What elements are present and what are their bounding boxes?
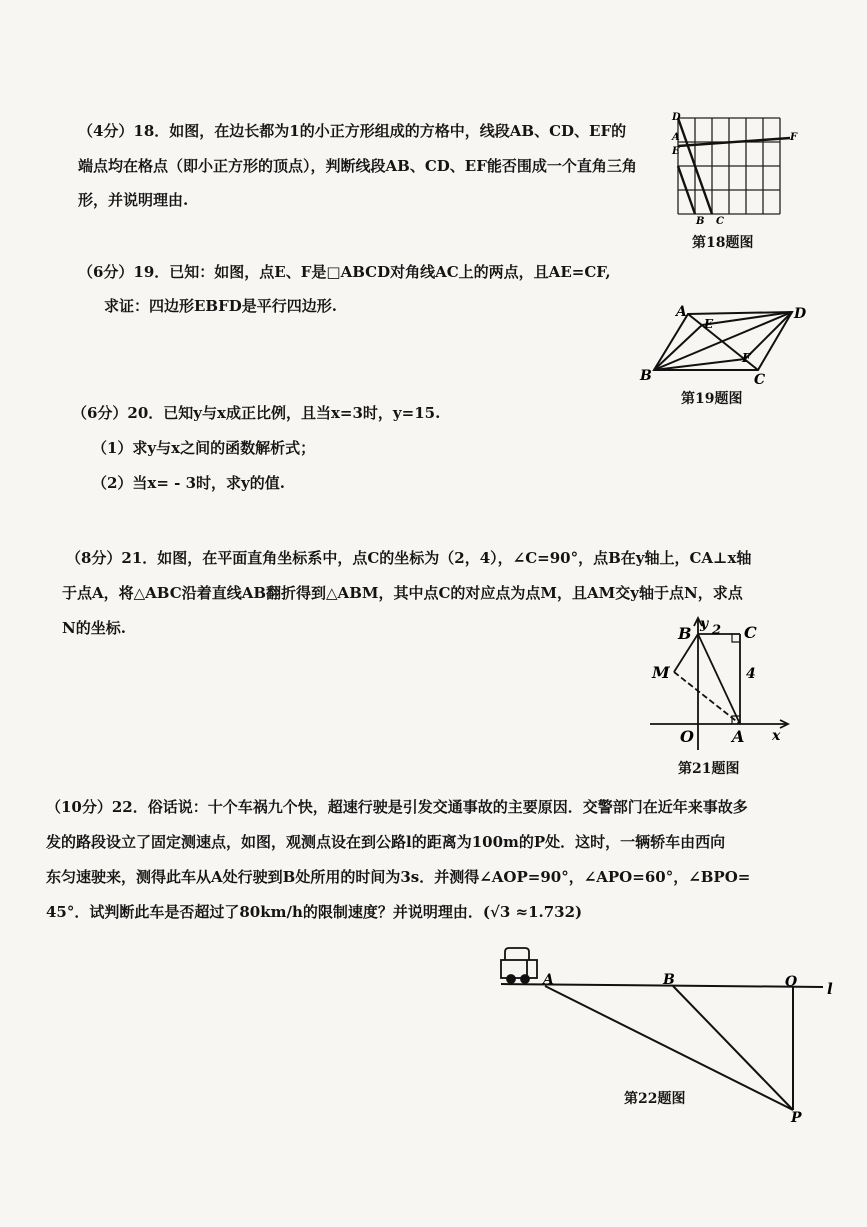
q19-label-a: A (676, 304, 687, 320)
q19-label-f: F (742, 351, 751, 365)
q22-label-a: A (543, 972, 554, 988)
q18-label-a: A (672, 132, 680, 143)
q18-grid-figure (660, 108, 800, 228)
q18-label-c: C (716, 216, 724, 227)
q18-line2: 端点均在格点（即小正方形的顶点），判断线段AB、CD、EF能否围成一个直角三角 (78, 157, 637, 175)
q21-label-2: 2 (712, 623, 722, 638)
q18-line3: 形，并说明理由. (78, 191, 189, 209)
q18-line1: （4分）18．如图，在边长都为1的小正方形组成的方格中，线段AB、CD、EF的 (78, 122, 627, 140)
q18-label-d: D (672, 112, 681, 123)
q22-label-p: P (791, 1110, 802, 1126)
q20-line3: （2）当x= - 3时，求y的值. (92, 474, 285, 492)
q21-label-c: C (744, 623, 757, 642)
q19-parallelogram-figure (630, 300, 820, 390)
q21-coordinate-figure (640, 612, 810, 757)
q22-label-l: l (827, 980, 833, 998)
q22-line2: 发的路段设立了固定测速点，如图，观测点设在到公路l的距离为100m的P处．这时，一辆轿车由西向 (46, 833, 726, 851)
q22-line1: （10分）22．俗话说：十个车祸九个快，超速行驶是引发交通事故的主要原因．交警部门在近年来事故多 (46, 798, 748, 816)
q18-label-e: E (672, 146, 680, 157)
car-icon (501, 948, 537, 983)
q22-label-b: B (663, 972, 675, 988)
q19-label-c: C (754, 372, 766, 388)
q19-line1: （6分）19．已知：如图，点E、F是□ABCD对角线AC上的两点，且AE=CF, (78, 263, 611, 281)
q19-label-e: E (704, 317, 714, 331)
q21-line3: N的坐标. (62, 619, 126, 637)
q19-label-d: D (794, 306, 807, 322)
q21-label-o: O (680, 727, 694, 746)
q21-label-y: y (700, 616, 709, 632)
q18-label-f: F (790, 132, 798, 143)
q21-line2: 于点A，将△ABC沿着直线AB翻折得到△ABM，其中点C的对应点为点M，且AM交y轴于点N，求点 (62, 584, 743, 602)
q21-line1: （8分）21．如图，在平面直角坐标系中，点C的坐标为（2，4），∠C=90°，点B在y轴上，CA⊥x轴 (66, 549, 752, 567)
q22-line4: 45°．试判断此车是否超过了80km/h的限制速度？并说明理由．(√3 ≈1.732) (46, 903, 583, 921)
q22-label-o: O (785, 974, 798, 990)
q21-caption: 第21题图 (678, 761, 740, 777)
q21-label-b: B (678, 624, 692, 643)
q22-caption: 第22题图 (624, 1091, 686, 1107)
q21-label-4: 4 (746, 666, 756, 682)
q21-label-x: x (772, 728, 781, 744)
q19-label-b: B (640, 368, 652, 384)
q21-label-a: A (732, 727, 745, 746)
q20-line1: （6分）20．已知y与x成正比例，且当x=3时，y=15. (72, 404, 441, 422)
q22-line3: 东匀速驶来，测得此车从A处行驶到B处所用的时间为3s．并测得∠AOP=90°，∠APO=60°，∠BPO= (46, 868, 751, 886)
q20-line2: （1）求y与x之间的函数解析式； (92, 439, 316, 457)
q18-caption: 第18题图 (692, 235, 754, 251)
q18-label-b: B (696, 216, 705, 227)
q19-line2: 求证：四边形EBFD是平行四边形. (104, 297, 337, 315)
q21-label-m: M (652, 663, 670, 682)
q19-caption: 第19题图 (681, 391, 743, 407)
